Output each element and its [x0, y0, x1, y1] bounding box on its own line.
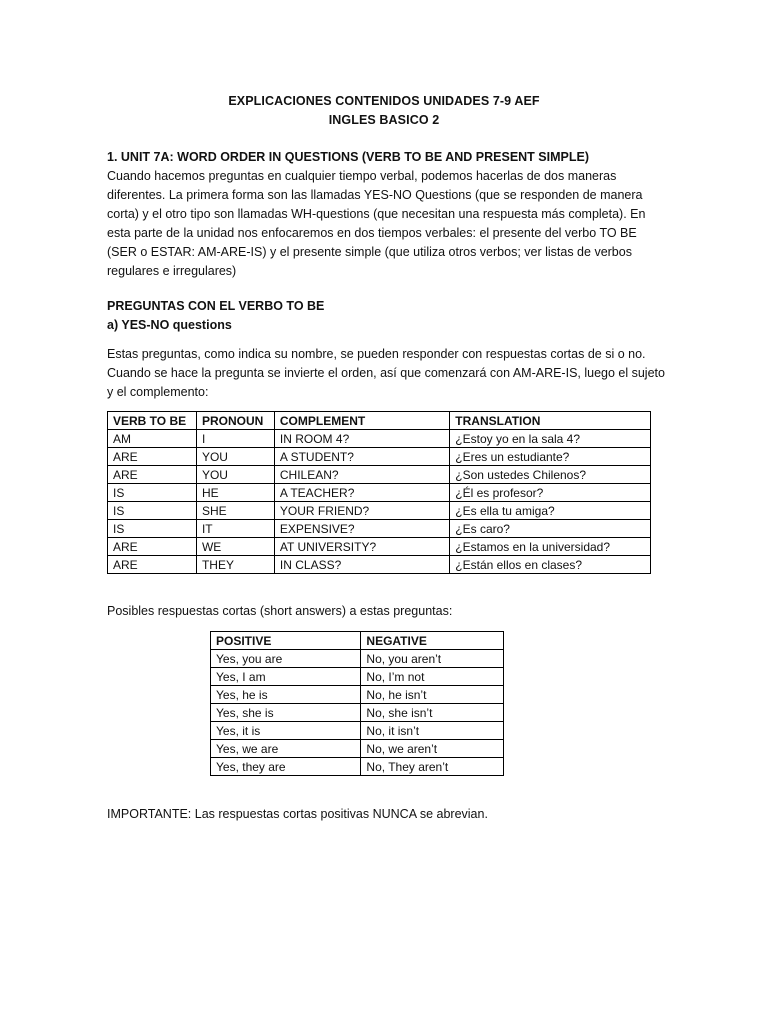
section-to-be-paragraph: [107, 345, 665, 402]
table-header-cell: COMPLEMENT: [274, 412, 449, 430]
table-cell: No, she isn’t: [361, 704, 504, 722]
table-cell: Yes, you are: [211, 650, 361, 668]
paragraph-line: regulares e irregulares): [107, 264, 237, 278]
table-cell: WE: [196, 538, 274, 556]
paragraph-line: Estas preguntas, como indica su nombre, se pueden responder con respuestas cortas de si o no.: [107, 347, 646, 361]
short-answers-intro: Posibles respuestas cortas (short answers) a estas preguntas:: [107, 604, 453, 618]
table-cell: A TEACHER?: [274, 484, 449, 502]
table-row: [108, 484, 651, 502]
section-to-be: [107, 297, 324, 335]
table-cell: No, you aren’t: [361, 650, 504, 668]
table-cell: Yes, it is: [211, 722, 361, 740]
document-title: EXPLICACIONES CONTENIDOS UNIDADES 7-9 AEF: [228, 94, 540, 108]
table-cell: AM: [108, 430, 197, 448]
short-answers-table: [210, 631, 504, 776]
table-cell: CHILEAN?: [274, 466, 449, 484]
table-row: [108, 538, 651, 556]
section-subheading: a) YES-NO questions: [107, 318, 232, 332]
table-cell: ¿Estamos en la universidad?: [450, 538, 651, 556]
table-cell: No, it isn’t: [361, 722, 504, 740]
paragraph-line: corta) y el otro tipo son llamadas WH-questions (que necesitan una respuesta más completa). En: [107, 207, 646, 221]
paragraph-line: y el complemento:: [107, 385, 209, 399]
table-cell: ¿Eres un estudiante?: [450, 448, 651, 466]
table-cell: I: [196, 430, 274, 448]
table-cell: Yes, she is: [211, 704, 361, 722]
table-header-row: [108, 412, 651, 430]
document-subtitle: INGLES BASICO 2: [328, 113, 440, 127]
table-cell: IN ROOM 4?: [274, 430, 449, 448]
table-cell: ¿Es caro?: [450, 520, 651, 538]
table-cell: IT: [196, 520, 274, 538]
table-cell: SHE: [196, 502, 274, 520]
table-cell: HE: [196, 484, 274, 502]
section-heading: PREGUNTAS CON EL VERBO TO BE: [107, 299, 325, 313]
table-row: [211, 686, 504, 704]
table-row: [108, 466, 651, 484]
table-cell: Yes, we are: [211, 740, 361, 758]
paragraph-line: Cuando hacemos preguntas en cualquier tiempo verbal, podemos hacerlas de dos maneras: [107, 169, 617, 183]
table-row: [211, 704, 504, 722]
table-cell: IS: [108, 502, 197, 520]
table-header-cell: PRONOUN: [196, 412, 274, 430]
table-cell: ¿Están ellos en clases?: [450, 556, 651, 574]
table-cell: IN CLASS?: [274, 556, 449, 574]
table-row: [108, 448, 651, 466]
important-note: IMPORTANTE: Las respuestas cortas positivas NUNCA se abrevian.: [107, 807, 488, 821]
table-cell: ¿Él es profesor?: [450, 484, 651, 502]
table-header-cell: NEGATIVE: [361, 632, 504, 650]
table-cell: Yes, I am: [211, 668, 361, 686]
table-cell: ¿Son ustedes Chilenos?: [450, 466, 651, 484]
paragraph-line: Cuando se hace la pregunta se invierte el orden, así que comenzará con AM-ARE-IS, luego el sujeto: [107, 366, 665, 380]
table-row: [211, 740, 504, 758]
paragraph-line: (SER o ESTAR: AM-ARE-IS) y el presente simple (que utiliza otros verbos; ver listas de verbos: [107, 245, 632, 259]
table-cell: YOUR FRIEND?: [274, 502, 449, 520]
table-row: [211, 668, 504, 686]
table-cell: IS: [108, 484, 197, 502]
paragraph-line: esta parte de la unidad nos enfocaremos en dos tiempos verbales: el presente del verbo TO BE: [107, 226, 637, 240]
table-cell: No, we aren’t: [361, 740, 504, 758]
table-cell: IS: [108, 520, 197, 538]
table-row: [211, 722, 504, 740]
verb-to-be-table: [107, 411, 651, 574]
table-header-cell: VERB TO BE: [108, 412, 197, 430]
table-cell: ARE: [108, 556, 197, 574]
table-cell: AT UNIVERSITY?: [274, 538, 449, 556]
table-cell: A STUDENT?: [274, 448, 449, 466]
section-heading: 1. UNIT 7A: WORD ORDER IN QUESTIONS (VERB TO BE AND PRESENT SIMPLE): [107, 150, 589, 164]
table-row: [108, 556, 651, 574]
table-cell: ¿Es ella tu amiga?: [450, 502, 651, 520]
table-cell: YOU: [196, 466, 274, 484]
table-cell: ARE: [108, 538, 197, 556]
table-row: [211, 758, 504, 776]
table-row: [211, 650, 504, 668]
table-header-cell: TRANSLATION: [450, 412, 651, 430]
table-row: [108, 520, 651, 538]
table-row: [108, 430, 651, 448]
table-header-cell: POSITIVE: [211, 632, 361, 650]
table-cell: Yes, he is: [211, 686, 361, 704]
section-unit-7a: [107, 148, 645, 281]
table-cell: No, They aren’t: [361, 758, 504, 776]
table-cell: ¿Estoy yo en la sala 4?: [450, 430, 651, 448]
table-cell: No, I’m not: [361, 668, 504, 686]
table-cell: THEY: [196, 556, 274, 574]
table-cell: YOU: [196, 448, 274, 466]
table-cell: ARE: [108, 466, 197, 484]
paragraph-line: diferentes. La primera forma son las llamadas YES-NO Questions (que se responden de manera: [107, 188, 643, 202]
table-row: [108, 502, 651, 520]
table-cell: EXPENSIVE?: [274, 520, 449, 538]
table-cell: Yes, they are: [211, 758, 361, 776]
table-cell: No, he isn’t: [361, 686, 504, 704]
table-cell: ARE: [108, 448, 197, 466]
table-header-row: [211, 632, 504, 650]
